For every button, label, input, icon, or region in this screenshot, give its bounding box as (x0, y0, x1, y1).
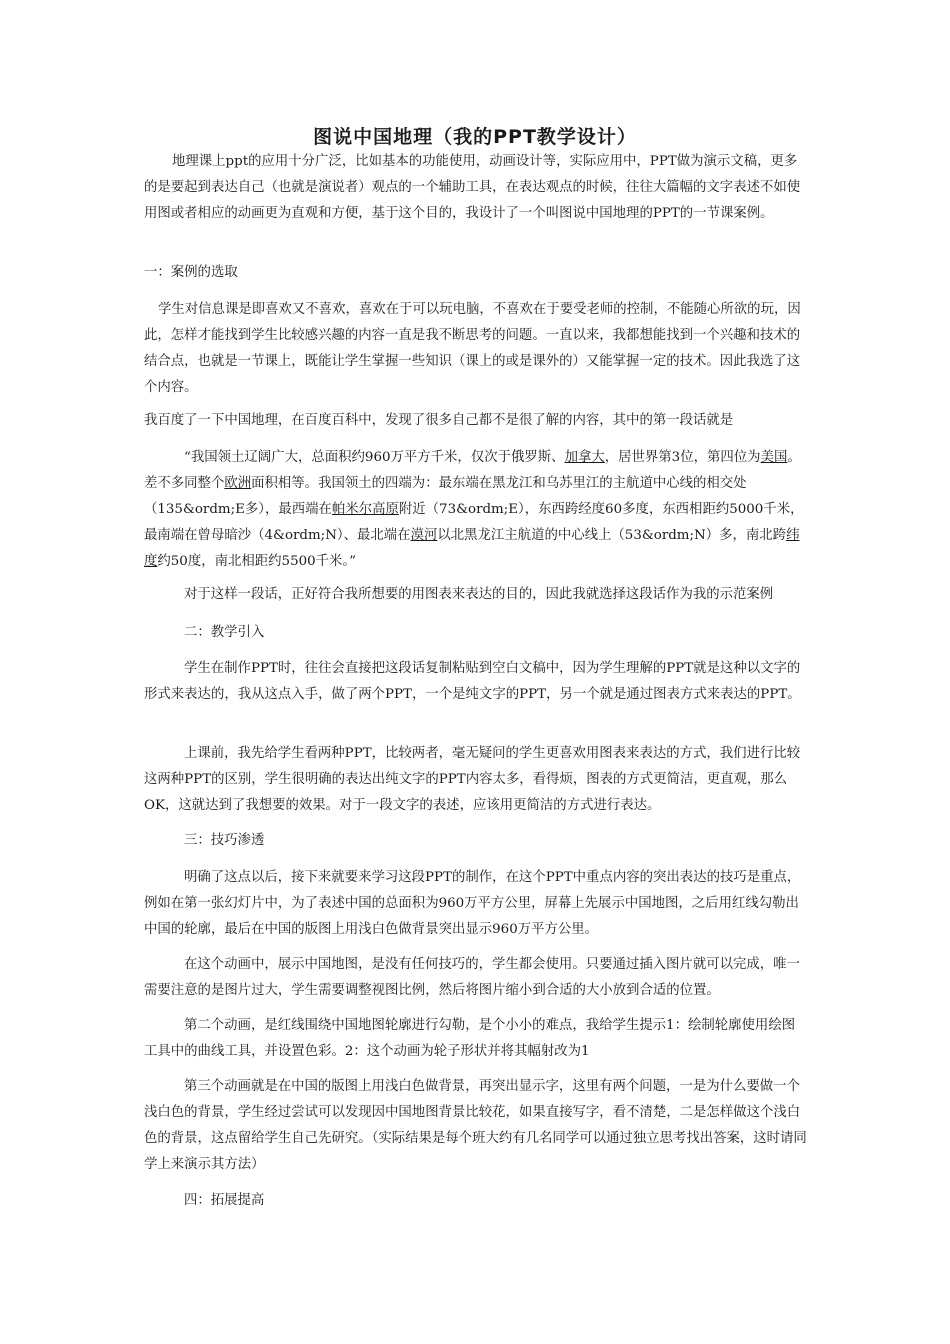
section3-heading (144, 828, 848, 854)
link-latitude[interactable]: 纬度 (144, 528, 800, 569)
section1-heading-text: 一：案例的选取 (144, 265, 238, 280)
quote-paragraph (144, 445, 808, 575)
document-title: 图说中国地理（我的PPT教学设计） (313, 126, 637, 148)
section4-heading-text: 四：拓展提高 (184, 1193, 265, 1208)
section1-paragraph-2-text: 我百度了一下中国地理，在百度百科中，发现了很多自己都不是很了解的内容，其中的第一段话就是 (144, 413, 734, 428)
quote-segment: 面积相等。我国领土的四端为：最东端在黑龙江和乌苏里江的主航道中心线的相交处（135&ordm;E多），最西端在 (144, 476, 747, 517)
section3-paragraph-2-text: 在这个动画中，展示中国地图，是没有任何技巧的，学生都会使用。只要通过插入图片就可以完成，唯一需要注意的是图片过大，学生需要调整视图比例，然后将图片缩小到合适的大小放到合适的位置。 (144, 957, 800, 998)
section2-paragraph-1 (144, 656, 808, 708)
intro-text: 地理课上ppt的应用十分广泛，比如基本的功能使用，动画设计等，实际应用中，PPT做为演示文稿，更多的是要起到表达自己（也就是演说者）观点的一个辅助工具，在表达观点的时候，往往大篇幅的文字表述不如使用图或者相应的动画更为直观和方便，基于这个目的，我设计了一个叫图说中国地理的PPT的一节课案例。 (144, 154, 801, 221)
intro-paragraph (144, 149, 808, 227)
quote-segment: 。差不多同整个 (144, 450, 801, 491)
quote-segment: 以北黑龙江主航道的中心线上（53&ordm;N）多，南北跨 (437, 528, 787, 543)
quote-segment: “我国领土辽阔广大，总面积约960万平方千米，仅次于俄罗斯、 (184, 450, 565, 465)
quote-segment: 附近（73&ordm;E），东西跨经度60多度，东西相距约5000千米，最南端在曾母暗沙（4&ordm;N）、最北端在 (144, 502, 804, 543)
section3-paragraph-1 (144, 865, 808, 943)
section1-paragraph-3 (144, 582, 808, 608)
section1-paragraph-3-text: 对于这样一段话，正好符合我所想要的用图表来表达的目的，因此我就选择这段话作为我的示范案例 (184, 587, 774, 602)
quote-segment: ，居世界第3位，第四位为 (604, 450, 761, 465)
link-europe[interactable]: 欧洲 (224, 476, 252, 491)
quote-segment: 约50度，南北相距约5500千米。” (157, 554, 356, 569)
section2-heading-text: 二：教学引入 (184, 625, 265, 640)
section4-heading (144, 1188, 848, 1214)
section3-paragraph-2 (144, 952, 808, 1004)
section1-paragraph-1 (144, 297, 808, 401)
link-mohe[interactable]: 漠河 (410, 528, 438, 543)
quote-text (144, 445, 808, 575)
section3-paragraph-4 (144, 1074, 808, 1178)
section1-paragraph-2 (144, 408, 808, 434)
section1-heading (144, 260, 808, 286)
link-usa[interactable]: 美国 (760, 450, 788, 465)
section2-heading (144, 620, 848, 646)
section2-paragraph-1-text: 学生在制作PPT时，往往会直接把这段话复制粘贴到空白文稿中，因为学生理解的PPT就是这种以文字的形式来表达的，我从这点入手，做了两个PPT，一个是纯文字的PPT，另一个就是通过图表方式来表达的PPT。 (144, 661, 801, 702)
section3-paragraph-1-text: 明确了这点以后，接下来就要来学习这段PPT的制作，在这个PPT中重点内容的突出表达的技巧是重点，例如在第一张幻灯片中，为了表述中国的总面积为960万平方公里，屏幕上先展示中国地图，之后用红线勾勒出中国的轮廓，最后在中国的版图上用浅白色做背景突出显示960万平方公里。 (144, 870, 801, 937)
section2-paragraph-2-text: 上课前，我先给学生看两种PPT，比较两者，毫无疑问的学生更喜欢用图表来表达的方式，我们进行比较这两种PPT的区别，学生很明确的表达出纯文字的PPT内容太多，看得烦，图表的方式更简洁，更直观，那么OK，这就达到了我想要的效果。对于一段文字的表述，应该用更简洁的方式进行表达。 (144, 746, 801, 813)
section3-paragraph-3 (144, 1013, 808, 1065)
link-canada[interactable]: 加拿大 (564, 450, 605, 465)
link-pamir-plateau[interactable]: 帕米尔高原 (331, 502, 399, 517)
section3-heading-text: 三：技巧渗透 (184, 833, 265, 848)
section2-paragraph-2 (144, 741, 808, 819)
section1-paragraph-1-text: 学生对信息课是即喜欢又不喜欢，喜欢在于可以玩电脑，不喜欢在于要受老师的控制，不能随心所欲的玩，因此，怎样才能找到学生比较感兴趣的内容一直是我不断思考的问题。一直以来，我都想能找到一个兴趣和技术的结合点，也就是一节课上，既能让学生掌握一些知识（课上的或是课外的）又能掌握一定的技术。因此我选了这个内容。 (144, 302, 801, 395)
section3-paragraph-3-text: 第二个动画，是红线围绕中国地图轮廓进行勾勒，是个小小的难点，我给学生提示1：绘制轮廓使用绘图工具中的曲线工具，并设置色彩。2：这个动画为轮子形状并将其幅射改为1 (144, 1018, 796, 1059)
section3-paragraph-4-text: 第三个动画就是在中国的版图上用浅白色做背景，再突出显示字，这里有两个问题，一是为什么要做一个浅白色的背景，学生经过尝试可以发现因中国地图背景比较花，如果直接写字，看不清楚，二是怎样做这个浅白色的背景，这点留给学生自己先研究。（实际结果是每个班大约有几名同学可以通过独立思考找出答案，这时请同学上来演示其方法） (144, 1079, 807, 1172)
